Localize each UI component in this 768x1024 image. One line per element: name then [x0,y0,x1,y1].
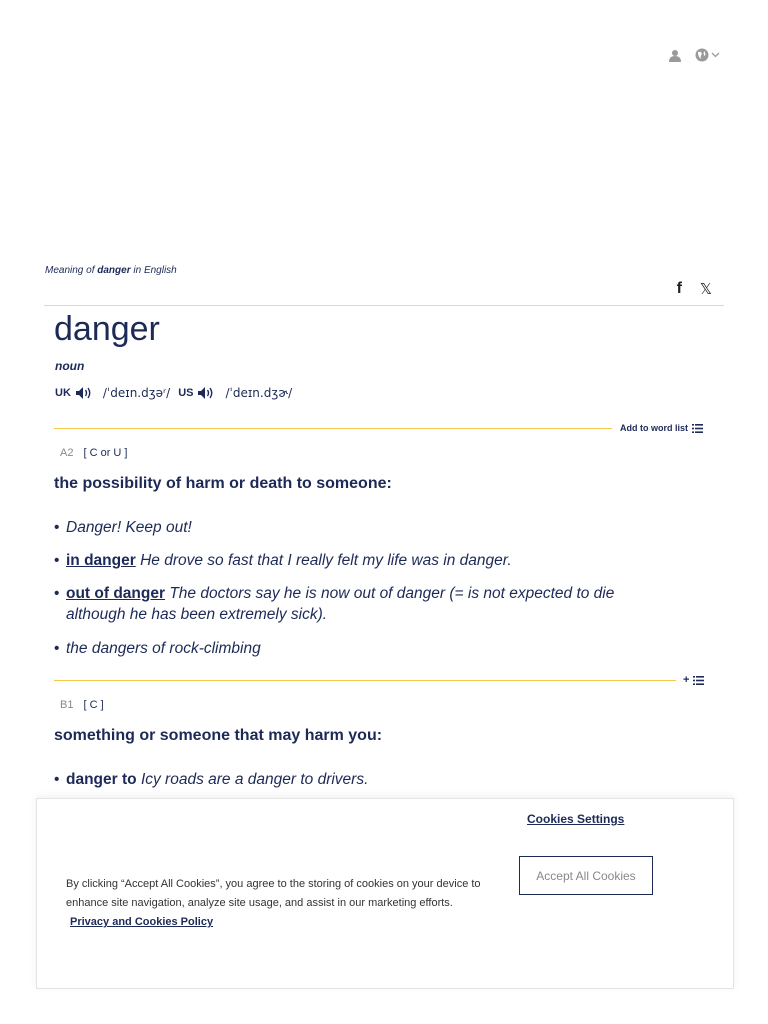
us-ipa: /ˈdeɪn.dʒɚ/ [225,386,293,400]
headword: danger [54,310,160,348]
example [54,769,674,790]
bullet: • [54,585,60,602]
cefr-level: A2 [60,447,74,459]
bullet: • [54,640,60,657]
add-to-word-list-label: Add to word list [620,423,688,433]
example-text: The doctors say he is now out of danger (= is not expected to die although he has been extremely sick). [66,585,615,623]
example-text: the dangers of rock-climbing [66,640,261,657]
example-text: He drove so fast that I really felt my life was in danger. [140,552,512,569]
meaning-prefix: Meaning of [45,265,98,276]
globe-icon [695,48,709,62]
x-icon[interactable]: 𝕏 [699,280,712,298]
user-icon [669,49,681,62]
grammar-code: [ C or U ] [83,447,128,459]
header-icons [669,48,720,62]
language-button[interactable] [695,48,720,62]
grammar-code: [ C ] [83,699,104,711]
accept-all-cookies-button[interactable]: Accept All Cookies [519,856,653,895]
uk-ipa: /ˈdeɪn.dʒəʳ/ [102,386,171,400]
sense-level [60,447,127,459]
list-icon [693,676,704,685]
cookie-notice-text: By clicking “Accept All Cookies”, you agree to the storing of cookies on your device to enhance site navigation, analyze site usage, and assist in our marketing efforts. [66,878,481,909]
user-menu-button[interactable] [669,49,681,62]
facebook-icon[interactable]: f [676,280,682,297]
definition: the possibility of harm or death to someone: [54,475,392,492]
example-text: Danger! Keep out! [66,519,192,536]
chevron-down-icon [711,52,720,58]
cookie-banner [36,798,734,989]
uk-speaker-icon[interactable] [75,386,93,400]
example [54,517,674,538]
phrase-link[interactable]: out of danger [66,585,166,602]
pronunciation-row [55,386,300,400]
example [54,583,674,625]
add-to-word-list-label: + [683,674,690,686]
share-bar [677,280,712,298]
bullet: • [54,771,60,788]
meaning-caption [45,265,177,276]
add-to-word-list-button[interactable] [620,423,703,433]
meaning-suffix: in English [130,265,177,276]
definition: something or someone that may harm you: [54,727,383,744]
cefr-level: B1 [60,699,74,711]
bullet: • [54,552,60,569]
add-to-word-list-button[interactable] [683,674,704,686]
part-of-speech: noun [55,359,85,373]
sense-divider [54,680,676,681]
meaning-word: danger [97,265,131,276]
phrase-link[interactable]: in danger [66,552,136,569]
bullet: • [54,519,60,536]
example-text: Icy roads are a danger to drivers. [140,771,369,788]
cookies-settings-link[interactable]: Cookies Settings [527,812,625,826]
list-icon [692,424,703,433]
us-speaker-icon[interactable] [197,386,215,400]
example [54,638,674,659]
sense-divider [54,428,612,429]
privacy-policy-link[interactable]: Privacy and Cookies Policy [70,916,214,928]
phrase-label: danger to [66,771,137,788]
uk-label: UK [55,387,71,399]
cookie-notice [66,875,496,932]
sense-level [60,699,104,711]
us-label: US [178,387,194,399]
example [54,550,674,571]
header-divider [44,305,724,306]
